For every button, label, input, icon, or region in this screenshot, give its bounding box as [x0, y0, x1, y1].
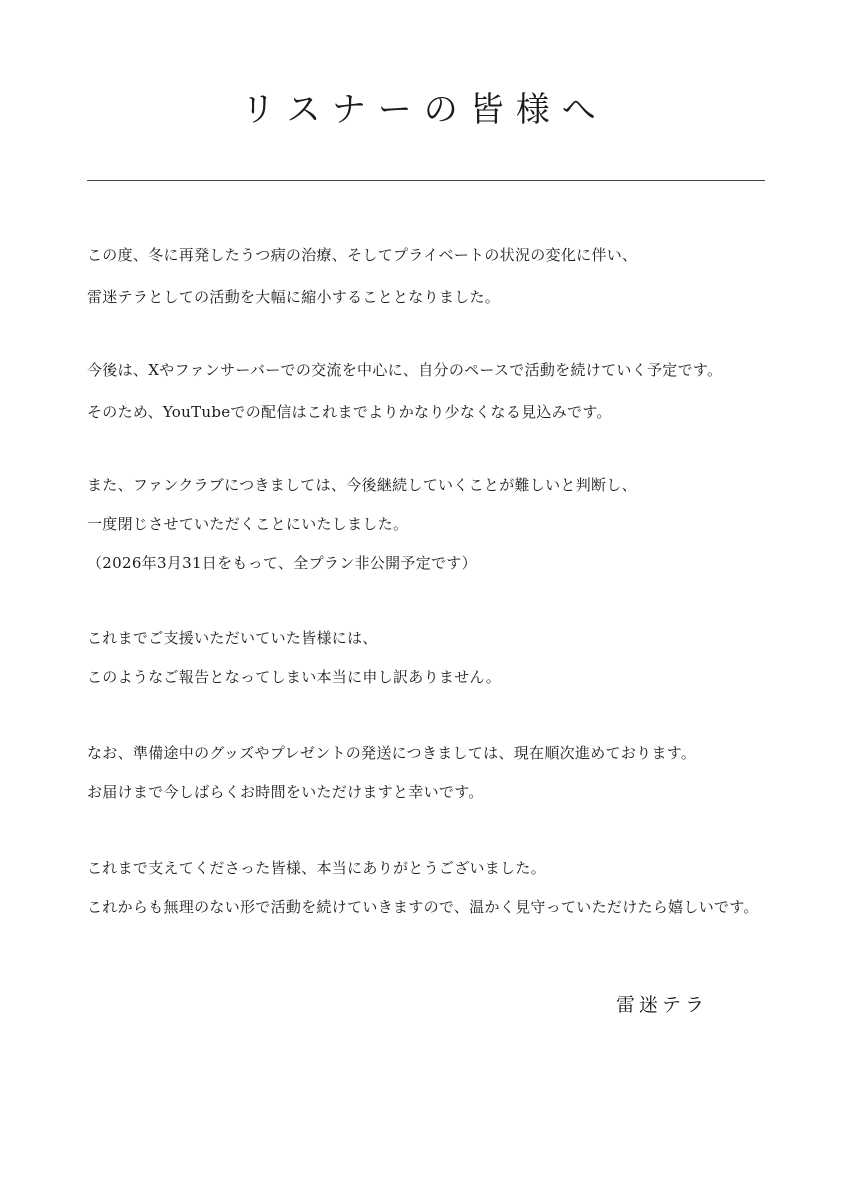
body-line: これまでご支援いただいていた皆様には、 [87, 629, 378, 647]
body-line: （2026年3月31日をもって、全プラン非公開予定です） [87, 554, 477, 572]
title-divider [87, 180, 765, 181]
body-line: お届けまで今しばらくお時間をいただけますと幸いです。 [87, 783, 484, 801]
body-line: これからも無理のない形で活動を続けていきますので、温かく見守っていただけたら嬉しいです。 [87, 898, 759, 916]
body-line: また、ファンクラブにつきましては、今後継続していくことが難しいと判断し、 [87, 476, 637, 494]
body-line: これまで支えてくださった皆様、本当にありがとうございました。 [87, 859, 547, 877]
body-line: 一度閉じさせていただくことにいたしました。 [87, 515, 409, 533]
body-line: 雷迷テラとしての活動を大幅に縮小することとなりました。 [87, 288, 501, 306]
body-line: なお、準備途中のグッズやプレゼントの発送につきましては、現在順次進めております。 [87, 744, 697, 762]
body-line: このようなご報告となってしまい本当に申し訳ありません。 [87, 668, 502, 686]
body-line: この度、冬に再発したうつ病の治療、そしてプライベートの状況の変化に伴い、 [87, 246, 638, 264]
letter-title: リスナーの皆様へ [241, 90, 608, 130]
body-line: 今後は、Xやファンサーバーでの交流を中心に、自分のペースで活動を続けていく予定です。 [87, 361, 723, 379]
signature: 雷迷テラ [616, 994, 709, 1016]
body-line: そのため、YouTubeでの配信はこれまでよりかなり少なくなる見込みです。 [87, 403, 612, 421]
